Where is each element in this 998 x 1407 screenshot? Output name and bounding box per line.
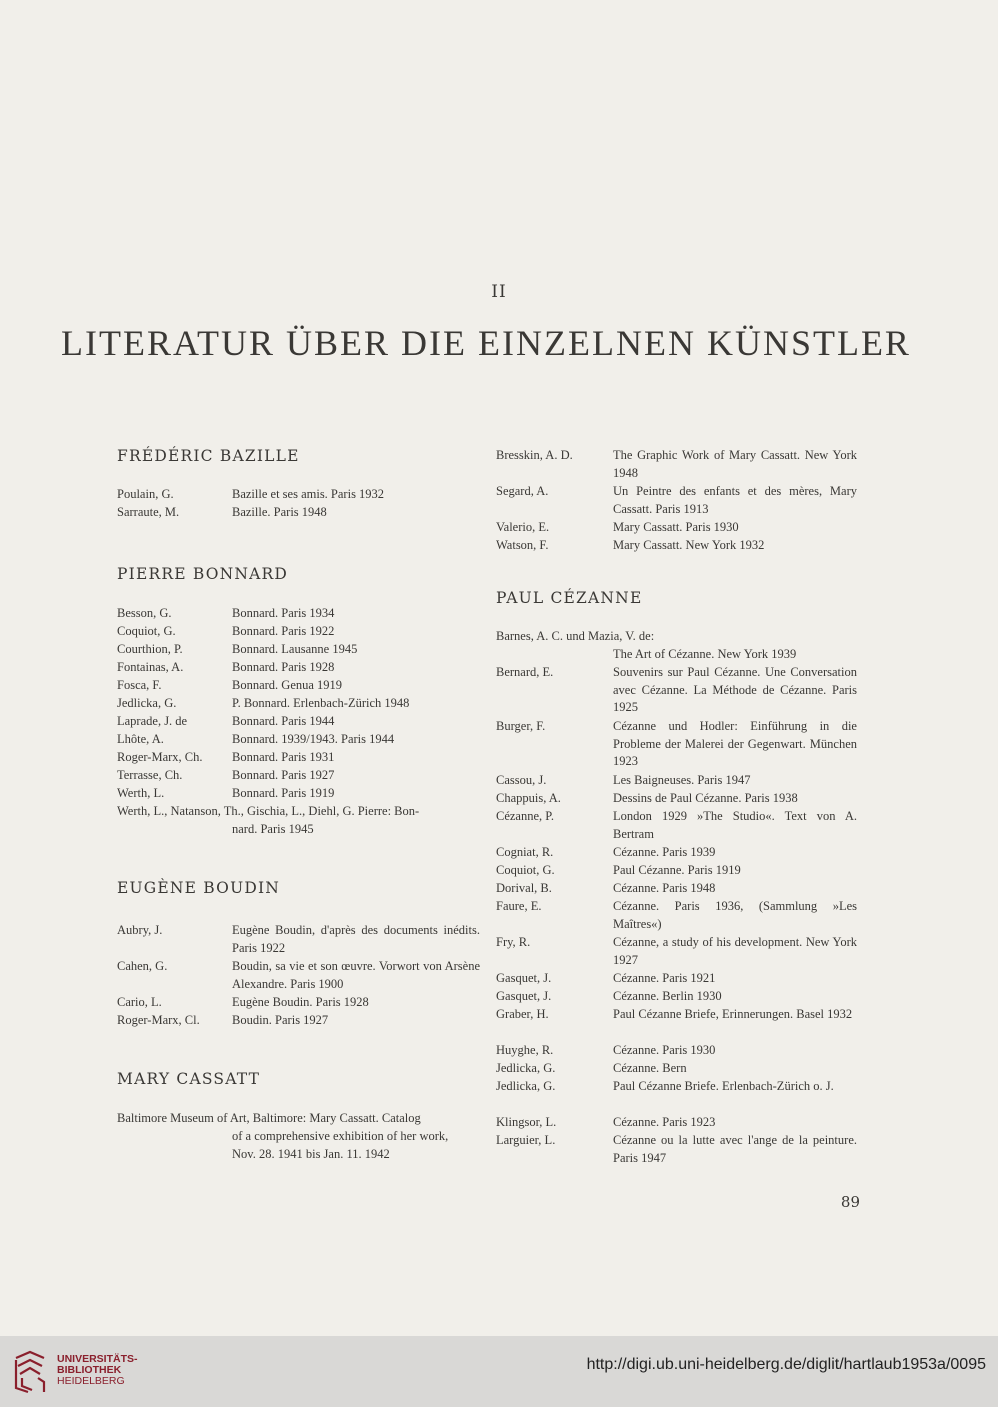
section-heading-boudin: EUGÈNE BOUDIN bbox=[117, 879, 281, 897]
list-item bbox=[496, 447, 860, 483]
list-item bbox=[496, 537, 860, 555]
library-name: UNIVERSITÄTS- BIBLIOTHEK HEIDELBERG bbox=[57, 1353, 138, 1387]
library-logo-icon bbox=[10, 1348, 50, 1396]
author: Aubry, J. bbox=[117, 923, 163, 937]
title: Cézanne ou la lutte avec l'ange de la peinture. Paris 1947 bbox=[613, 1133, 857, 1165]
list-item bbox=[496, 970, 860, 988]
list-item-continuation: nard. Paris 1945 bbox=[232, 822, 314, 836]
author: Fontainas, A. bbox=[117, 660, 184, 674]
list-item bbox=[117, 623, 482, 641]
list-item bbox=[117, 695, 482, 713]
author: Huyghe, R. bbox=[496, 1043, 554, 1057]
title: Cézanne. Paris 1923 bbox=[613, 1115, 716, 1129]
section-heading-bazille: FRÉDÉRIC BAZILLE bbox=[117, 447, 300, 465]
title: Eugène Boudin. Paris 1928 bbox=[232, 995, 369, 1009]
author: Terrasse, Ch. bbox=[117, 768, 183, 782]
title: Cézanne und Hodler: Einführung in die Probleme der Malerei der Gegenwart. München 1923 bbox=[613, 719, 857, 768]
title: Cézanne. Paris 1930 bbox=[613, 1043, 716, 1057]
author: Bernard, E. bbox=[496, 665, 554, 679]
list-item bbox=[117, 713, 482, 731]
title: Bonnard. Genua 1919 bbox=[232, 678, 343, 692]
list-item bbox=[117, 767, 482, 785]
title: Bonnard. Paris 1928 bbox=[232, 660, 335, 674]
author: Lhôte, A. bbox=[117, 732, 164, 746]
author: Klingsor, L. bbox=[496, 1115, 557, 1129]
list-item bbox=[117, 605, 482, 623]
title: Cézanne. Paris 1939 bbox=[613, 845, 716, 859]
list-item bbox=[496, 519, 860, 537]
list-item bbox=[117, 785, 482, 803]
author: Coquiot, G. bbox=[496, 863, 555, 877]
title: Cézanne. Paris 1948 bbox=[613, 881, 716, 895]
title: Bonnard. 1939/1943. Paris 1944 bbox=[232, 732, 395, 746]
author: Segard, A. bbox=[496, 484, 549, 498]
list-item bbox=[496, 718, 860, 772]
title: Bonnard. Lausanne 1945 bbox=[232, 642, 358, 656]
author: Gasquet, J. bbox=[496, 971, 552, 985]
list-item-continuation: Nov. 28. 1941 bis Jan. 11. 1942 bbox=[232, 1147, 390, 1161]
author: Larguier, L. bbox=[496, 1133, 556, 1147]
list-item bbox=[496, 790, 860, 808]
list-item bbox=[496, 988, 860, 1006]
title: P. Bonnard. Erlenbach-Zürich 1948 bbox=[232, 696, 410, 710]
section-heading-cezanne: PAUL CÉZANNE bbox=[496, 589, 643, 607]
title: The Graphic Work of Mary Cassatt. New York 1948 bbox=[613, 448, 857, 480]
list-item bbox=[117, 641, 482, 659]
author: Fosca, F. bbox=[117, 678, 162, 692]
list-item bbox=[496, 1114, 860, 1132]
list-item bbox=[496, 664, 860, 718]
section-heading-cassatt: MARY CASSATT bbox=[117, 1070, 261, 1088]
list-item bbox=[496, 934, 860, 970]
author: Laprade, J. de bbox=[117, 714, 188, 728]
chapter-number: II bbox=[491, 282, 507, 302]
list-item bbox=[496, 772, 860, 790]
list-item: Werth, L., Natanson, Th., Gischia, L., Diehl, G. Pierre: Bon- bbox=[117, 804, 420, 818]
title: Paul Cézanne. Paris 1919 bbox=[613, 863, 741, 877]
author: Besson, G. bbox=[117, 606, 172, 620]
title: Bonnard. Paris 1922 bbox=[232, 624, 335, 638]
list-item bbox=[496, 1006, 860, 1042]
author: Cogniat, R. bbox=[496, 845, 554, 859]
list-item bbox=[117, 958, 482, 994]
list-item-continuation: The Art of Cézanne. New York 1939 bbox=[613, 647, 797, 661]
title: Bazille. Paris 1948 bbox=[232, 505, 327, 519]
title: Bazille et ses amis. Paris 1932 bbox=[232, 487, 385, 501]
list-item bbox=[117, 749, 482, 767]
title: Bonnard. Paris 1919 bbox=[232, 786, 335, 800]
author: Fry, R. bbox=[496, 935, 531, 949]
title: Bonnard. Paris 1944 bbox=[232, 714, 335, 728]
title: London 1929 »The Studio«. Text von A. Bertram bbox=[613, 809, 857, 841]
author: Jedlicka, G. bbox=[117, 696, 177, 710]
list-item bbox=[496, 880, 860, 898]
list-item bbox=[496, 483, 860, 519]
author: Werth, L. bbox=[117, 786, 165, 800]
list-item bbox=[117, 504, 482, 522]
author: Cario, L. bbox=[117, 995, 162, 1009]
title: Un Peintre des enfants et des mères, Mary Cassatt. Paris 1913 bbox=[613, 484, 857, 516]
list-item bbox=[496, 862, 860, 880]
author: Cassou, J. bbox=[496, 773, 547, 787]
author: Burger, F. bbox=[496, 719, 546, 733]
author: Courthion, P. bbox=[117, 642, 183, 656]
author: Poulain, G. bbox=[117, 487, 174, 501]
author: Sarraute, M. bbox=[117, 505, 180, 519]
list-item: Baltimore Museum of Art, Baltimore: Mary Cassatt. Catalog bbox=[117, 1111, 421, 1125]
list-item bbox=[117, 1012, 482, 1030]
list-item bbox=[117, 486, 482, 504]
list-item bbox=[117, 922, 482, 958]
author: Roger-Marx, Cl. bbox=[117, 1013, 200, 1027]
title: Mary Cassatt. New York 1932 bbox=[613, 538, 765, 552]
title: Boudin, sa vie et son œuvre. Vorwort von Arsène Alexandre. Paris 1900 bbox=[232, 959, 480, 991]
title: Bonnard. Paris 1927 bbox=[232, 768, 335, 782]
author: Cézanne, P. bbox=[496, 809, 554, 823]
title: Bonnard. Paris 1931 bbox=[232, 750, 335, 764]
author: Jedlicka, G. bbox=[496, 1061, 556, 1075]
author: Watson, F. bbox=[496, 538, 549, 552]
author: Jedlicka, G. bbox=[496, 1079, 556, 1093]
author: Coquiot, G. bbox=[117, 624, 176, 638]
list-item bbox=[496, 1078, 860, 1114]
title: Souvenirs sur Paul Cézanne. Une Conversation avec Cézanne. La Méthode de Cézanne. Paris 1925 bbox=[613, 665, 857, 714]
list-item bbox=[496, 1042, 860, 1060]
title: Mary Cassatt. Paris 1930 bbox=[613, 520, 739, 534]
list-item bbox=[496, 844, 860, 862]
title: Eugène Boudin, d'après des documents inédits. Paris 1922 bbox=[232, 923, 480, 955]
title: Bonnard. Paris 1934 bbox=[232, 606, 335, 620]
list-item bbox=[117, 659, 482, 677]
title: Paul Cézanne Briefe. Erlenbach-Zürich o. J. bbox=[613, 1079, 834, 1093]
author: Valerio, E. bbox=[496, 520, 550, 534]
author: Faure, E. bbox=[496, 899, 542, 913]
author: Roger-Marx, Ch. bbox=[117, 750, 203, 764]
title: Cézanne. Berlin 1930 bbox=[613, 989, 722, 1003]
title: Cézanne. Bern bbox=[613, 1061, 687, 1075]
title: Cézanne. Paris 1921 bbox=[613, 971, 716, 985]
page-number: 89 bbox=[840, 1193, 860, 1211]
page-title: LITERATUR ÜBER DIE EINZELNEN KÜNSTLER bbox=[61, 323, 911, 363]
list-item bbox=[117, 731, 482, 749]
title: Paul Cézanne Briefe, Erinnerungen. Basel 1932 bbox=[613, 1007, 853, 1021]
author: Bresskin, A. D. bbox=[496, 448, 573, 462]
title: Cézanne, a study of his development. New York 1927 bbox=[613, 935, 857, 967]
list-item bbox=[496, 1132, 860, 1168]
author: Gasquet, J. bbox=[496, 989, 552, 1003]
list-item-continuation: of a comprehensive exhibition of her work, bbox=[232, 1129, 449, 1143]
footer-bar bbox=[0, 1336, 998, 1407]
author: Dorival, B. bbox=[496, 881, 552, 895]
list-item bbox=[496, 1060, 860, 1078]
list-item bbox=[117, 994, 482, 1012]
title: Les Baigneuses. Paris 1947 bbox=[613, 773, 751, 787]
author: Chappuis, A. bbox=[496, 791, 561, 805]
source-url-link[interactable]: http://digi.ub.uni-heidelberg.de/diglit/hartlaub1953a/0095 bbox=[586, 1356, 986, 1373]
title: Cézanne. Paris 1936, (Sammlung »Les Maîtres«) bbox=[613, 899, 857, 931]
title: Dessins de Paul Cézanne. Paris 1938 bbox=[613, 791, 798, 805]
section-heading-bonnard: PIERRE BONNARD bbox=[117, 565, 289, 583]
author: Graber, H. bbox=[496, 1007, 549, 1021]
title: Boudin. Paris 1927 bbox=[232, 1013, 329, 1027]
list-item bbox=[496, 898, 860, 934]
list-item bbox=[117, 677, 482, 695]
list-item bbox=[496, 808, 860, 844]
author: Cahen, G. bbox=[117, 959, 168, 973]
list-item: Barnes, A. C. und Mazia, V. de: bbox=[496, 629, 655, 643]
